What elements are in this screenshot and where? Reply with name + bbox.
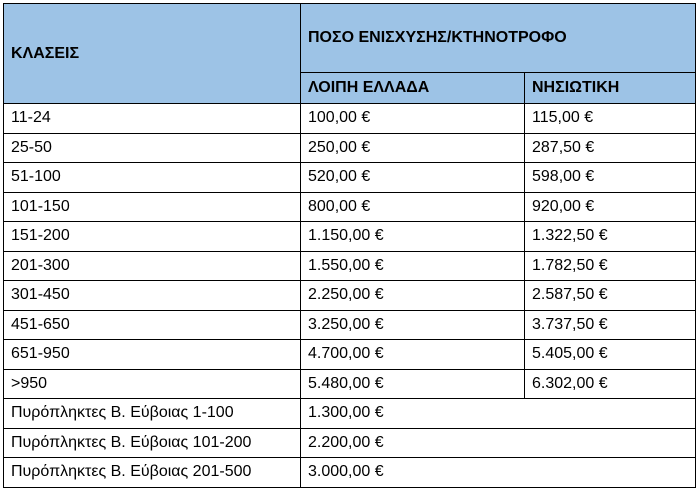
cell-class: 101-150 bbox=[4, 192, 301, 222]
header-classes bbox=[4, 4, 301, 104]
cell-class: 651-950 bbox=[4, 340, 301, 370]
cell-island: 115,00 € bbox=[525, 104, 696, 134]
cell-fire-amount: 2.200,00 € bbox=[301, 428, 696, 458]
cell-island: 287,50 € bbox=[525, 133, 696, 163]
table-row bbox=[4, 163, 696, 193]
cell-class: 11-24 bbox=[4, 104, 301, 134]
cell-rest-greece: 250,00 € bbox=[301, 133, 525, 163]
header-island-label: ΝΗΣΙΩΤΙΚΗ bbox=[532, 79, 620, 96]
cell-island: 5.405,00 € bbox=[525, 340, 696, 370]
fire-table-row bbox=[4, 428, 696, 458]
cell-rest-greece: 4.700,00 € bbox=[301, 340, 525, 370]
fire-table-row bbox=[4, 399, 696, 429]
cell-rest-greece: 2.250,00 € bbox=[301, 281, 525, 311]
header-rest-greece bbox=[301, 73, 525, 104]
cell-island: 2.587,50 € bbox=[525, 281, 696, 311]
cell-class: 201-300 bbox=[4, 251, 301, 281]
header-amount-label: ΠΟΣΟ ΕΝΙΣΧΥΣΗΣ/ΚΤΗΝΟΤΡΟΦΟ bbox=[308, 29, 567, 46]
cell-fire-class: Πυρόπληκτες Β. Εύβοιας 101-200 bbox=[4, 428, 301, 458]
cell-rest-greece: 100,00 € bbox=[301, 104, 525, 134]
cell-rest-greece: 800,00 € bbox=[301, 192, 525, 222]
cell-island: 598,00 € bbox=[525, 163, 696, 193]
fire-table-row bbox=[4, 458, 696, 488]
cell-rest-greece: 1.550,00 € bbox=[301, 251, 525, 281]
table-row bbox=[4, 281, 696, 311]
table-row bbox=[4, 340, 696, 370]
table-row bbox=[4, 192, 696, 222]
cell-rest-greece: 520,00 € bbox=[301, 163, 525, 193]
table-row bbox=[4, 104, 696, 134]
header-classes-label: ΚΛΑΣΕΙΣ bbox=[11, 44, 80, 62]
cell-island: 1.782,50 € bbox=[525, 251, 696, 281]
cell-fire-class: Πυρόπληκτες Β. Εύβοιας 1-100 bbox=[4, 399, 301, 429]
header-row-main bbox=[4, 4, 696, 73]
header-rest-greece-label: ΛΟΙΠΗ ΕΛΛΑΔΑ bbox=[308, 79, 430, 96]
cell-class: 151-200 bbox=[4, 222, 301, 252]
table-row bbox=[4, 133, 696, 163]
header-island bbox=[525, 73, 696, 104]
table-row bbox=[4, 222, 696, 252]
cell-island: 3.737,50 € bbox=[525, 310, 696, 340]
cell-class: 451-650 bbox=[4, 310, 301, 340]
cell-class: 301-450 bbox=[4, 281, 301, 311]
cell-fire-class: Πυρόπληκτες Β. Εύβοιας 201-500 bbox=[4, 458, 301, 488]
cell-island: 920,00 € bbox=[525, 192, 696, 222]
table-body bbox=[4, 104, 696, 488]
cell-rest-greece: 5.480,00 € bbox=[301, 369, 525, 399]
cell-rest-greece: 3.250,00 € bbox=[301, 310, 525, 340]
subsidy-table bbox=[3, 3, 696, 488]
subsidy-table-container bbox=[3, 3, 695, 500]
cell-class: >950 bbox=[4, 369, 301, 399]
cell-class: 25-50 bbox=[4, 133, 301, 163]
cell-rest-greece: 1.150,00 € bbox=[301, 222, 525, 252]
table-row bbox=[4, 369, 696, 399]
cell-fire-amount: 3.000,00 € bbox=[301, 458, 696, 488]
table-row bbox=[4, 251, 696, 281]
cell-island: 1.322,50 € bbox=[525, 222, 696, 252]
cell-class: 51-100 bbox=[4, 163, 301, 193]
cell-island: 6.302,00 € bbox=[525, 369, 696, 399]
cell-fire-amount: 1.300,00 € bbox=[301, 399, 696, 429]
header-amount bbox=[301, 4, 696, 73]
table-row bbox=[4, 310, 696, 340]
